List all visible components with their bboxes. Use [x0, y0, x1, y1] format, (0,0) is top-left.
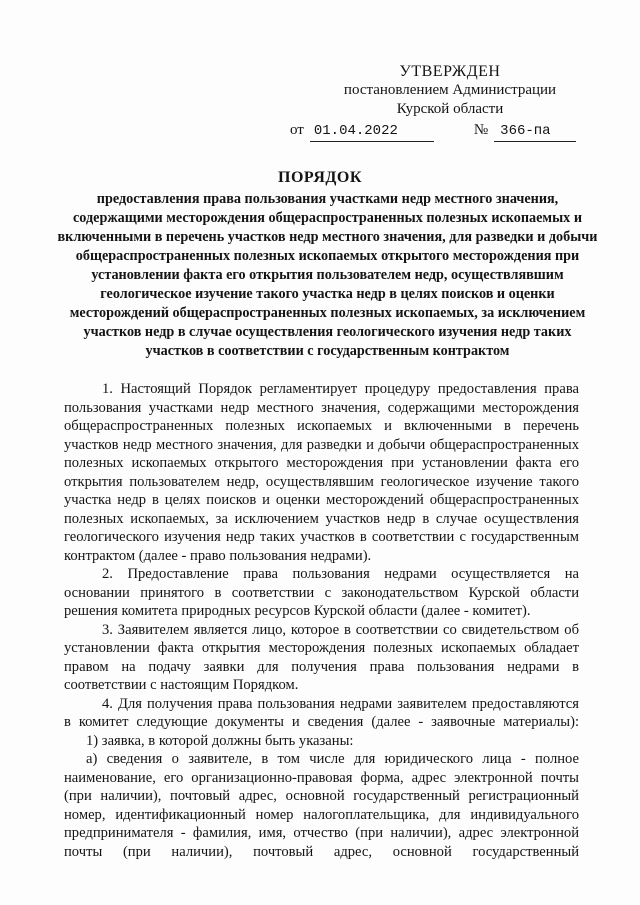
approval-number: 366-па	[494, 122, 576, 142]
paragraph-1: 1. Настоящий Порядок регламентирует процедуру предоставления права пользования участками недр местного значения, содержащими месторождения общераспространенных полезных ископаемых и включенными в перечень участков недр местного значения, для разведки и добычи общераспространенных полезных ископаемых открытого месторождения при установлении факта его открытия пользователем недр, осуществлявшим геологическое изучение такого участка недр в целях поисков и оценки месторождений общераспространенных полезных ископаемых, за исключением участков недр в случае осуществления геологического изучения недр таких участков в соответствии с государственным контрактом (далее - право пользования недрами).	[64, 381, 579, 564]
paragraph-4-item-1a: а) сведения о заявителе, в том числе для юридического лица - полное наименование, его организационно-правовая форма, адрес электронной почты (при наличии), почтовый адрес, основной государственный регистрационный номер, идентификационный номер налогоплательщика, для индивидуального предпринимателя - фамилия, имя, отчество (при наличии), адрес электронной почты (при наличии), почтовый адрес, основной государственный	[64, 751, 579, 860]
approval-block	[260, 62, 590, 142]
approval-line-2: Курской области	[396, 101, 504, 117]
paragraph-4: 4. Для получения права пользования недрами заявителем предоставляются в комитет следующие документы и сведения (далее - заявочные материалы):	[64, 695, 579, 730]
paragraph-3: 3. Заявителем является лицо, которое в соответствии со свидетельством об установлении факта открытия месторождения полезных ископаемых обладает правом на подачу заявки для получения права пользования недрами в соответствии с настоящим Порядком.	[64, 621, 579, 693]
document-subtitle: предоставления права пользования участками недр местного значения, содержащими месторождения общераспространенных полезных ископаемых и включенными в перечень участков недр местного значения, для разведки и добычи общераспространенных полезных ископаемых открытого месторождения при установлении факта его открытия пользователем недр, осуществлявшим геологическое изучение такого участка недр в целях поисков и оценки месторождений общераспространенных полезных ископаемых, за исключением участков недр в случае осуществления геологического изучения недр таких участков в соответствии с государственным контрактом	[57, 191, 598, 359]
approval-line-1: постановлением Администрации	[343, 82, 557, 98]
approval-date: 01.04.2022	[310, 122, 434, 142]
document-body	[64, 380, 579, 861]
paragraph-2: 2. Предоставление права пользования недрами осуществляется на основании принятого в соответствии с законодательством Курской области решения комитета природных ресурсов Курской области (далее - комитет).	[64, 566, 579, 619]
approval-title: УТВЕРЖДЕН	[399, 63, 501, 80]
approval-number-row	[260, 121, 590, 142]
document-title: ПОРЯДОК	[278, 169, 362, 186]
paragraph-4-item-1: 1) заявка, в которой должны быть указаны:	[86, 732, 354, 749]
number-label: №	[473, 122, 489, 138]
date-label: от	[290, 122, 304, 138]
